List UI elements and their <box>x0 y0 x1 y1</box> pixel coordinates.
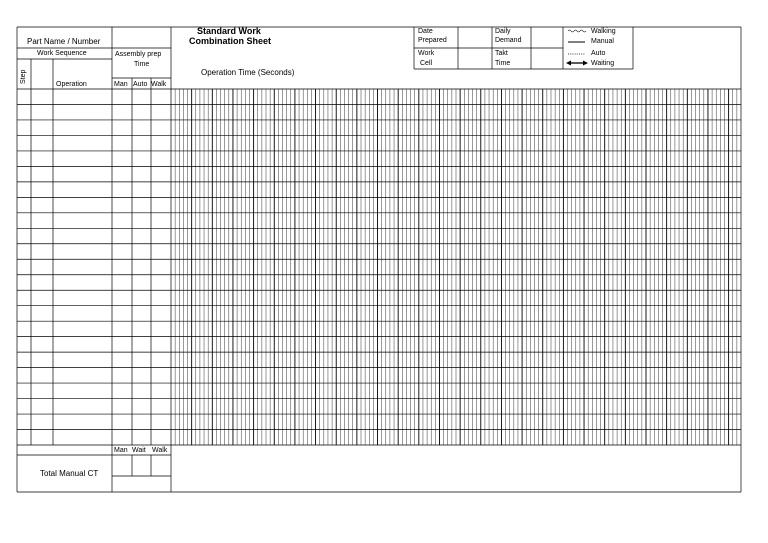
daily-label: Daily <box>495 28 511 35</box>
sheet-title-line1: Standard Work <box>197 26 261 36</box>
time-label: Time <box>134 61 150 68</box>
legend-waiting-label: Waiting <box>591 60 615 67</box>
operation-time-label: Operation Time (Seconds) <box>201 68 295 77</box>
operation-label: Operation <box>56 81 87 88</box>
total-manual-ct-label: Total Manual CT <box>40 469 99 478</box>
footer-wait-label: Wait <box>132 447 146 454</box>
assembly-prep-label: Assembly prep <box>115 51 162 58</box>
demand-label: Demand <box>495 37 522 44</box>
takt-label: Takt <box>495 50 508 57</box>
prepared-label: Prepared <box>418 37 447 44</box>
legend-walking-mark <box>568 30 586 32</box>
footer-walk-label: Walk <box>152 447 168 454</box>
work-label: Work <box>418 50 435 57</box>
work-sequence-label: Work Sequence <box>37 50 87 57</box>
sheet-title-line2: Combination Sheet <box>189 36 272 46</box>
man-col-label: Man <box>114 81 128 88</box>
legend-auto-label: Auto <box>591 50 606 57</box>
takt-time-label: Time <box>495 60 511 67</box>
legend-walking-label: Walking <box>591 28 616 35</box>
footer-man-label: Man <box>114 447 128 454</box>
walk-col-label: Walk <box>151 81 167 88</box>
legend-manual-label: Manual <box>591 38 614 45</box>
date-label: Date <box>418 28 433 35</box>
cell-label: Cell <box>420 60 433 67</box>
part-name-label: Part Name / Number <box>27 37 101 46</box>
auto-col-label: Auto <box>133 81 148 88</box>
step-label: Step <box>20 69 27 84</box>
